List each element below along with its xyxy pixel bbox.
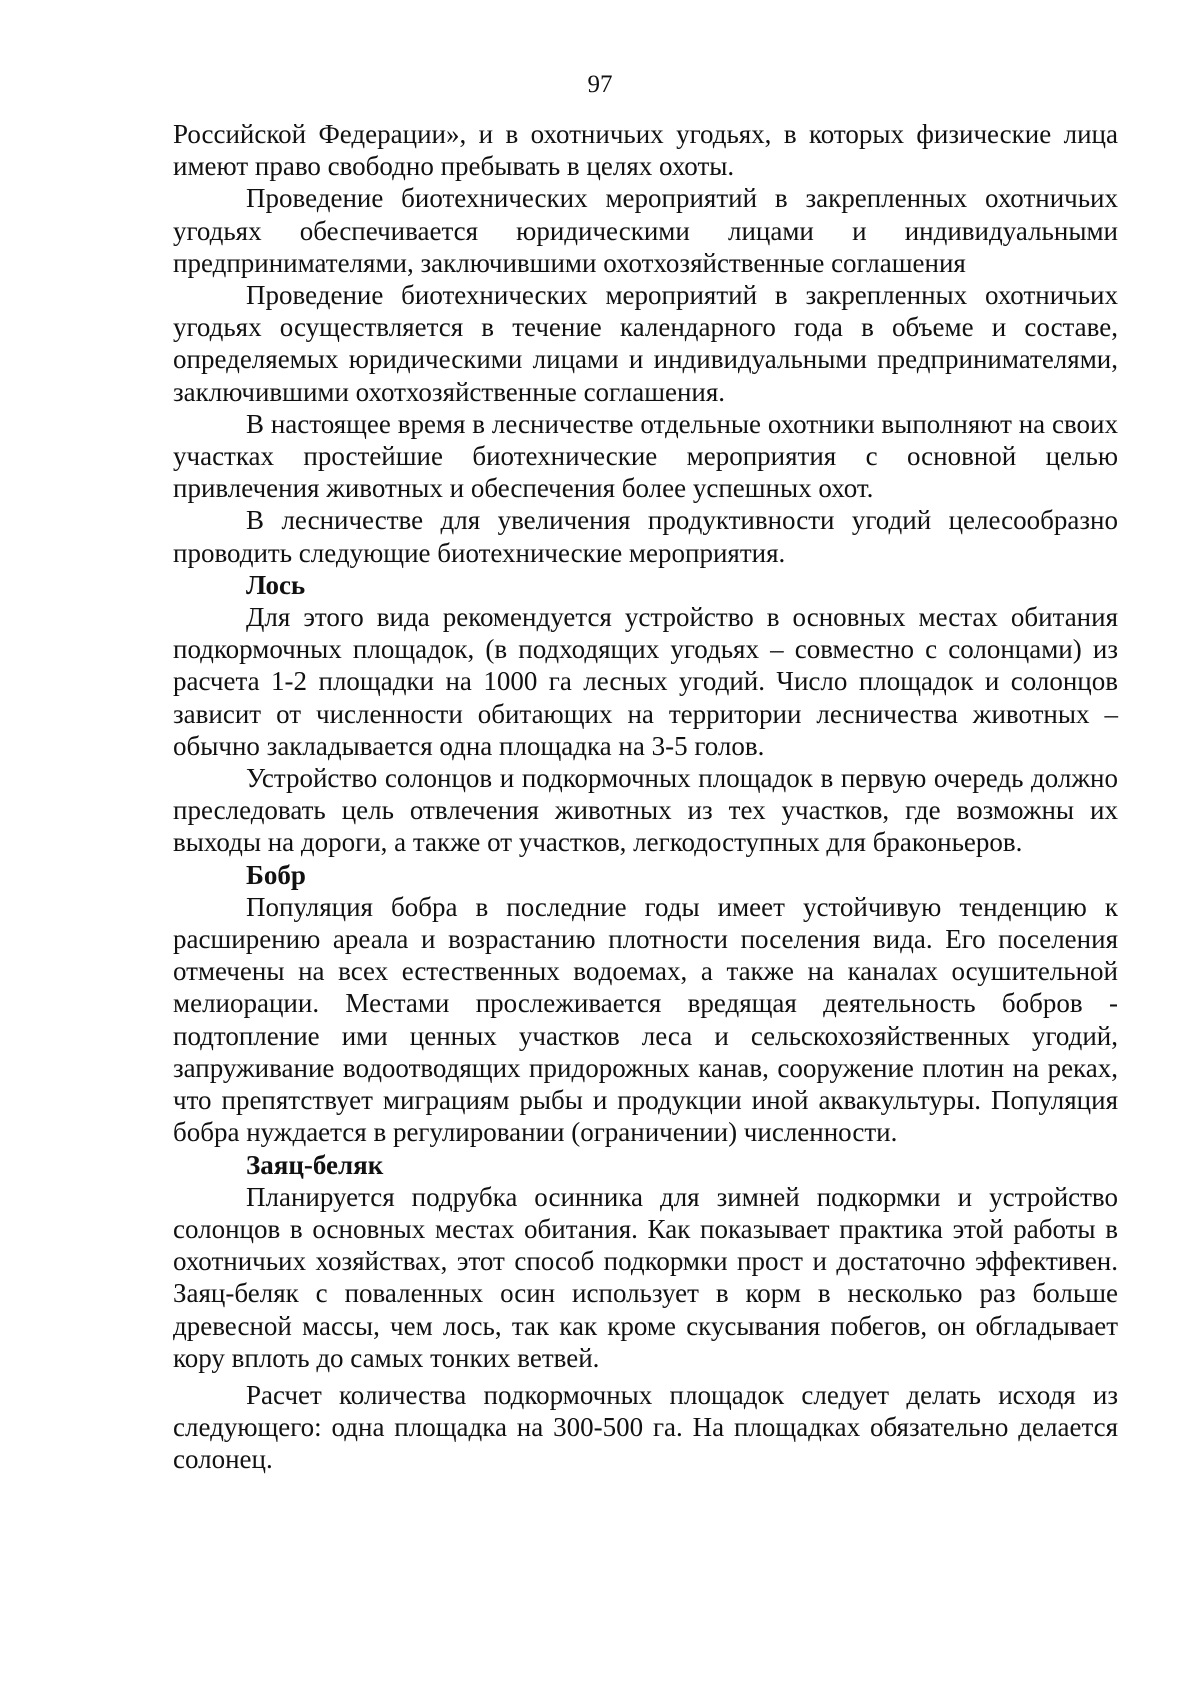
paragraph-biotech-provision: Проведение биотехнических мероприятий в закрепленных охотничьих угодьях обеспечивается юридическими лицами и индивидуальными предпринимателями, заключившими охотхозяйственные соглашения <box>173 183 1118 278</box>
paragraph-feeding-site-calculation: Расчет количества подкормочных площадок следует делать исходя из следующего: одна площадка на 300-500 га. На площадках обязательно делается солонец. <box>173 1379 1118 1475</box>
paragraph-current-state: В настоящее время в лесничестве отдельные охотники выполняют на своих участках простейшие биотехнические мероприятия с основной целью привлечения животных и обеспечения более успешных охот. <box>173 408 1118 504</box>
page-number: 97 <box>587 71 613 98</box>
paragraph-moose-feeding-sites: Для этого вида рекомендуется устройство в основных местах обитания подкормочных площадок, (в подходящих угодьях – совместно с солонцами) из расчета 1-2 площадки на 1000 га лесных угодий. Число площадок и солонцов зависит от численности обитающих на территории лесничества животных – обычно закладывается одна площадка на 3-5 голов. <box>173 602 1118 761</box>
paragraph-beaver-population: Популяция бобра в последние годы имеет устойчивую тенденцию к расширению ареала и возрастанию плотности поселения вида. Его поселения отмечены на всех естественных водоемах, а также на каналах осушительной мелиорации. Местами прослеживается вредящая деятельность бобров - подтопление ими ценных участков леса и сельскохозяйственных угодий, запруживание водоотводящих придорожных канав, сооружение плотин на реках, что препятствует миграциям рыбы и продукции иной аквакультуры. Популяция бобра нуждается в регулировании (ограничении) численности. <box>173 891 1118 1148</box>
paragraph-recommendations-intro: В лесничестве для увеличения продуктивности угодий целесообразно проводить следующие биотехнические мероприятия. <box>173 505 1118 568</box>
paragraph-continuation: Российской Федерации», и в охотничьих угодьях, в которых физические лица имеют право свободно пребывать в целях охоты. <box>173 119 1118 182</box>
page-body <box>173 118 1118 1476</box>
heading-moose: Лось <box>246 569 306 600</box>
paragraph-hare-feeding: Планируется подрубка осинника для зимней подкормки и устройство солонцов в основных местах обитания. Как показывает практика этой работы в охотничьих хозяйствах, этот способ подкормки прост и достаточно эффективен. Заяц-беляк с поваленных осин использует в корм в несколько раз больше древесной массы, чем лось, так как кроме скусывания побегов, он обгладывает кору вплоть до самых тонких ветвей. <box>173 1181 1118 1373</box>
paragraph-moose-site-placement: Устройство солонцов и подкормочных площадок в первую очередь должно преследовать цель отвлечения животных из тех участков, где возможны их выходы на дороги, а также от участков, легкодоступных для браконьеров. <box>173 763 1118 858</box>
heading-beaver: Бобр <box>246 859 306 890</box>
heading-hare: Заяц-беляк <box>246 1149 384 1180</box>
paragraph-biotech-schedule: Проведение биотехнических мероприятий в закрепленных охотничьих угодьях осуществляется в течение календарного года в объеме и составе, определяемых юридическими лицами и индивидуальными предпринимателями, заключившими охотхозяйственные соглашения. <box>173 280 1118 407</box>
